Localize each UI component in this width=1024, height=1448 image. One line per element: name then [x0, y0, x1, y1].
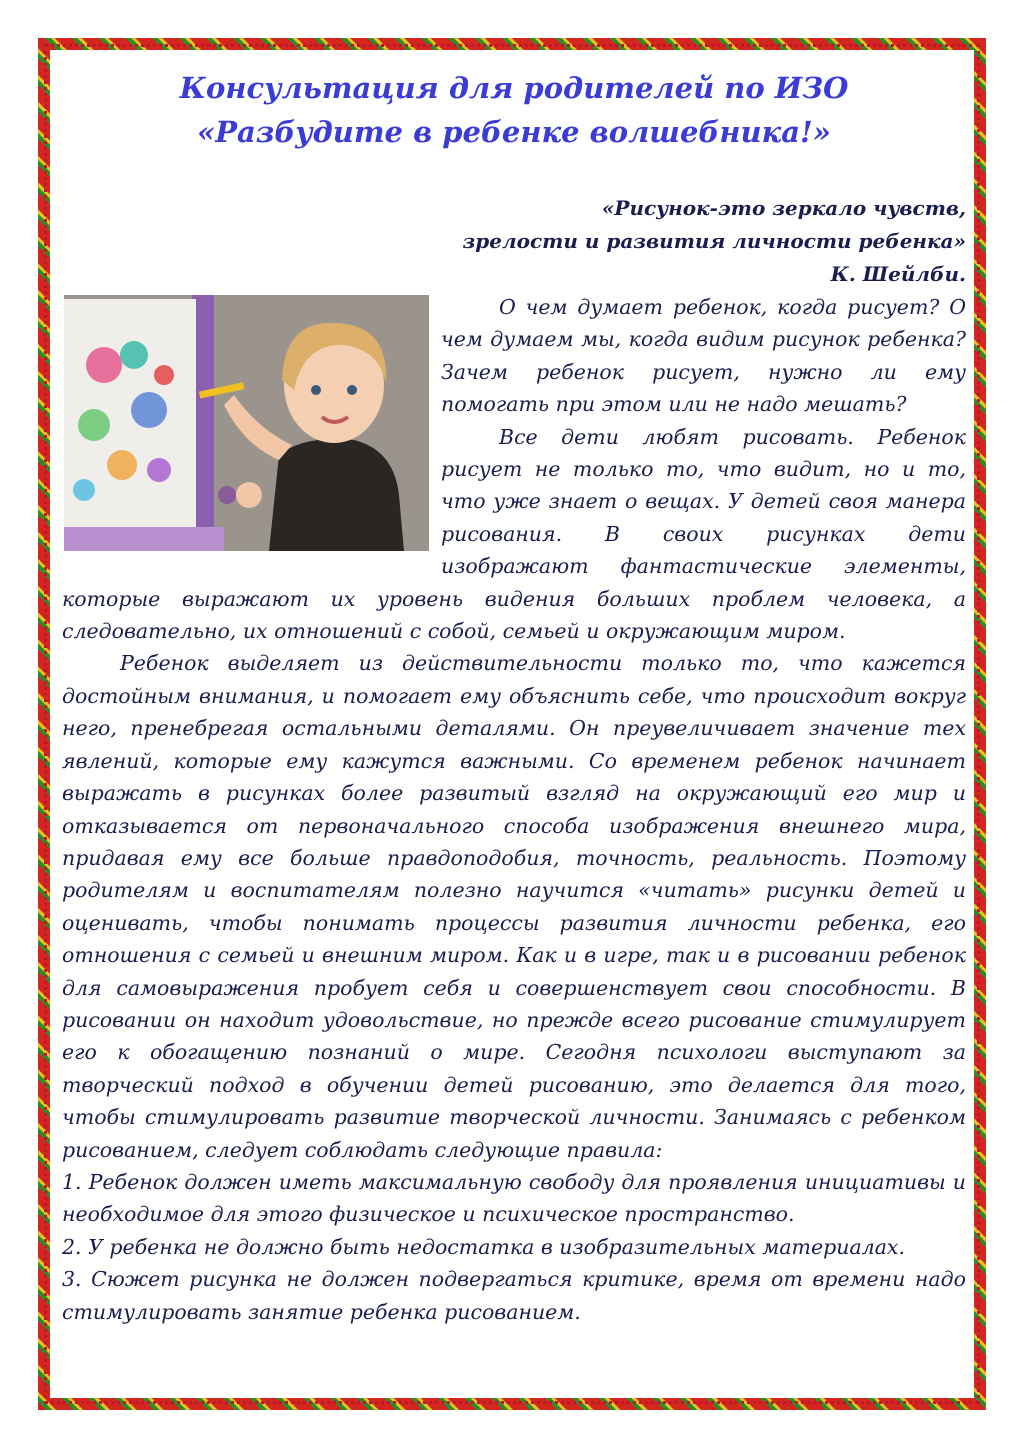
paragraph-2: Все дети любят рисовать. Ребенок рисует не только то, что видит, но и то, что уже знает о вещах. У детей своя манера рисования. В своих рисунках дети изображают фантастические элементы, которые выражают их уровень видения больших проблем человека, а следовательно, их отношений с собой, семьей и окружающим миром.: [62, 424, 966, 644]
epigraph: [62, 192, 966, 291]
photo-illustration: [64, 295, 429, 551]
rule-2: 2. У ребенка не должно быть недостатка в изобразительных материалах.: [62, 1234, 906, 1259]
page-subtitle: «Разбудите в ребенке волшебника!»: [197, 115, 831, 149]
girl-painting-photo: [64, 295, 429, 551]
paragraph-3: Ребенок выделяет из действительности только то, что кажется достойным внимания, и помогает ему объяснить себе, что происходит вокруг него, пренебрегая остальными деталями. Он преувеличивает значение тех явлений, которые ему кажутся важными. Со временем ребенок начинает выражать в рисунках более развитый взгляд на окружающий его мир и отказывается от первоначального способа изображения внешнего мира, придавая ему все больше правдоподобия, точность, реальность. Поэтому родителям и воспитателям полезно научится «читать» рисунки детей и оценивать, чтобы понимать процессы развития личности ребенка, его отношения с семьей и внешним миром. Как и в игре, так и в рисовании ребенок для самовыражения пробует себя и совершенствует свои способности. В рисовании он находит удовольствие, но прежде всего рисование стимулирует его к обогащению познаний о мире. Сегодня психологи выступают за творческий подход в обучении детей рисованию, это делается для того, чтобы стимулировать развитие творческой личности. Занимаясь с ребенком рисованием, следует соблюдать следующие правила:: [62, 651, 966, 1162]
document-content: [62, 68, 966, 1388]
epigraph-author: К. Шейлби.: [830, 262, 966, 286]
rule-1: 1. Ребенок должен иметь максимальную свободу для проявления инициативы и необходимое для этого физическое и психическое пространство.: [62, 1169, 966, 1227]
epigraph-line-1: «Рисунок-это зеркало чувств,: [601, 196, 966, 220]
paragraph-1: О чем думает ребенок, когда рисует? О чем думаем мы, когда видим рисунок ребенка? Зачем ребенок рисует, нужно ли ему помогать при этом или не надо мешать?: [441, 295, 966, 417]
rule-3: 3. Сюжет рисунка не должен подвергаться критике, время от времени надо стимулировать занятие ребенка рисованием.: [62, 1267, 966, 1324]
epigraph-line-2: зрелости и развития личности ребенка»: [462, 229, 966, 253]
page-title: Консультация для родителей по ИЗО: [179, 71, 849, 105]
